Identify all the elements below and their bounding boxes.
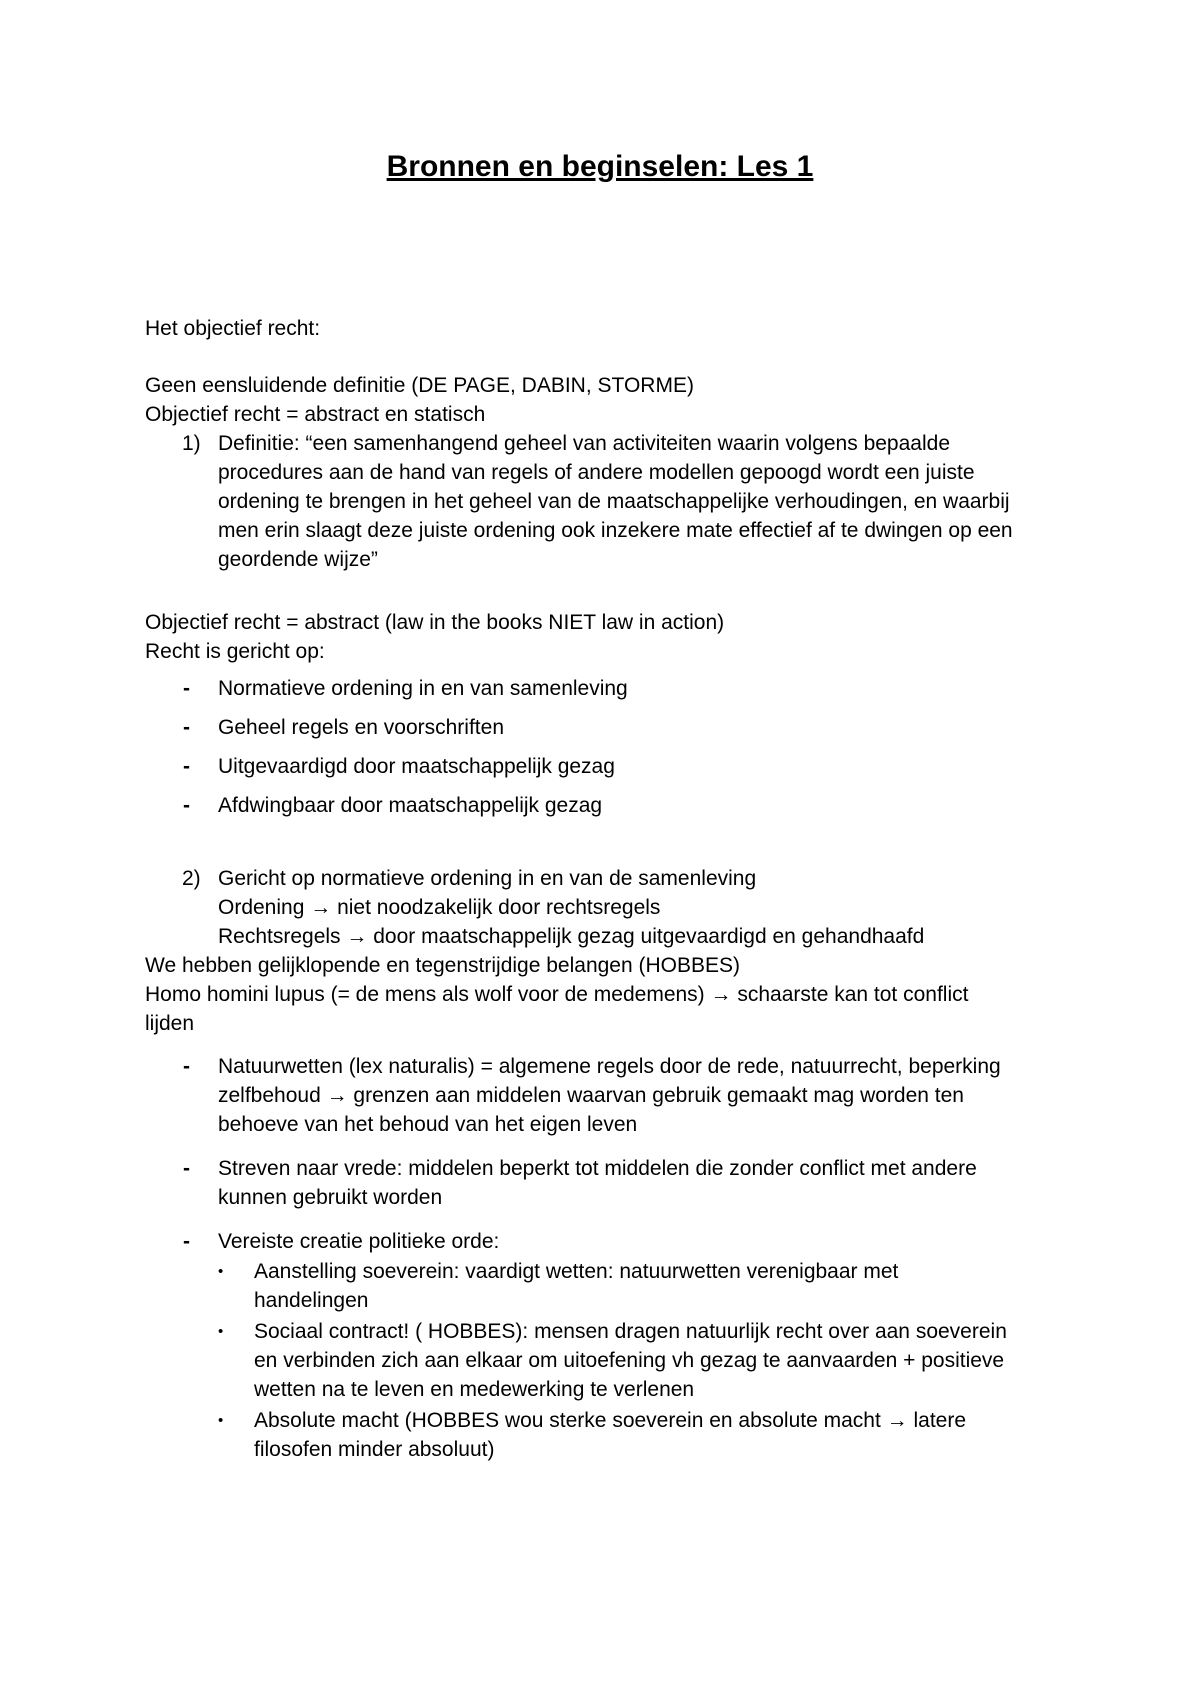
definition-line: men erin slaagt deze juiste ordening ook inzekere mate effectief af te dwingen op een — [218, 519, 1013, 542]
list-item-line: Gericht op normatieve ordening in en van de samenleving — [218, 867, 757, 890]
arrow-icon: → — [710, 983, 732, 1006]
list-item-line: Rechtsregels → door maatschappelijk gezag uitgevaardigd en gehandhaafd — [218, 925, 925, 948]
list-item-line: Vereiste creatie politieke orde: — [218, 1230, 500, 1253]
dash-marker: - — [183, 755, 190, 778]
dash-marker: - — [183, 1157, 190, 1180]
dash-marker: - — [183, 1055, 190, 1078]
list-number: 1) — [182, 432, 201, 455]
definition-line: procedures aan de hand van regels of andere modellen gepoogd wordt een juiste — [218, 461, 975, 484]
list-item-line: kunnen gebruikt worden — [218, 1186, 443, 1209]
paragraph-line: Objectief recht = abstract (law in the books NIET law in action) — [145, 611, 725, 634]
list-number: 2) — [182, 867, 201, 890]
list-item-line: Natuurwetten (lex naturalis) = algemene regels door de rede, natuurrecht, beperking — [218, 1055, 1001, 1078]
bullet-item-line: handelingen — [254, 1289, 369, 1312]
bullet-item-line: wetten na te leven en medewerking te verlenen — [254, 1378, 695, 1401]
intro-line: Objectief recht = abstract en statisch — [145, 403, 486, 426]
dash-marker: - — [183, 1230, 190, 1253]
definition-line: ordening te brengen in het geheel van de maatschappelijke verhoudingen, en waarbij — [218, 490, 1010, 513]
bullet-item-line: Absolute macht (HOBBES wou sterke soeverein en absolute macht → latere — [254, 1409, 967, 1432]
arrow-icon: → — [886, 1409, 908, 1432]
list-item: Normatieve ordening in en van samenleving — [218, 677, 628, 700]
paragraph-line: We hebben gelijklopende en tegenstrijdige belangen (HOBBES) — [145, 954, 741, 977]
dash-marker: - — [183, 794, 190, 817]
paragraph-line: Recht is gericht op: — [145, 640, 325, 663]
paragraph-line: Homo homini lupus (= de mens als wolf voor de medemens) → schaarste kan tot conflict — [145, 983, 969, 1006]
arrow-icon: → — [326, 1084, 348, 1107]
list-item-line: behoeve van het behoud van het eigen leven — [218, 1113, 638, 1136]
intro-line: Geen eensluidende definitie (DE PAGE, DABIN, STORME) — [145, 374, 694, 397]
page-title: Bronnen en beginselen: Les 1 — [386, 150, 814, 183]
bullet-item-line: en verbinden zich aan elkaar om uitoefening vh gezag te aanvaarden + positieve — [254, 1349, 1005, 1372]
bullet-item-line: Sociaal contract! ( HOBBES): mensen dragen natuurlijk recht over aan soeverein — [254, 1320, 1007, 1343]
section-heading: Het objectief recht: — [145, 317, 321, 340]
paragraph-line: lijden — [145, 1012, 195, 1035]
definition-line: Definitie: “een samenhangend geheel van activiteiten waarin volgens bepaalde — [218, 432, 950, 455]
arrow-icon: → — [310, 896, 332, 919]
bullet-icon: • — [218, 1412, 224, 1429]
list-item-line: Streven naar vrede: middelen beperkt tot middelen die zonder conflict met andere — [218, 1157, 977, 1180]
bullet-item-line: Aanstelling soeverein: vaardigt wetten: natuurwetten verenigbaar met — [254, 1260, 899, 1283]
list-item: Geheel regels en voorschriften — [218, 716, 504, 739]
definition-line: geordende wijze” — [218, 548, 378, 571]
dash-marker: - — [183, 677, 190, 700]
bullet-icon: • — [218, 1263, 224, 1280]
list-item: Uitgevaardigd door maatschappelijk gezag — [218, 755, 615, 778]
bullet-icon: • — [218, 1323, 224, 1340]
list-item-line: zelfbehoud → grenzen aan middelen waarvan gebruik gemaakt mag worden ten — [218, 1084, 964, 1107]
list-item-line: Ordening → niet noodzakelijk door rechtsregels — [218, 896, 661, 919]
list-item: Afdwingbaar door maatschappelijk gezag — [218, 794, 603, 817]
bullet-item-line: filosofen minder absoluut) — [254, 1438, 495, 1461]
arrow-icon: → — [346, 925, 368, 948]
dash-marker: - — [183, 716, 190, 739]
